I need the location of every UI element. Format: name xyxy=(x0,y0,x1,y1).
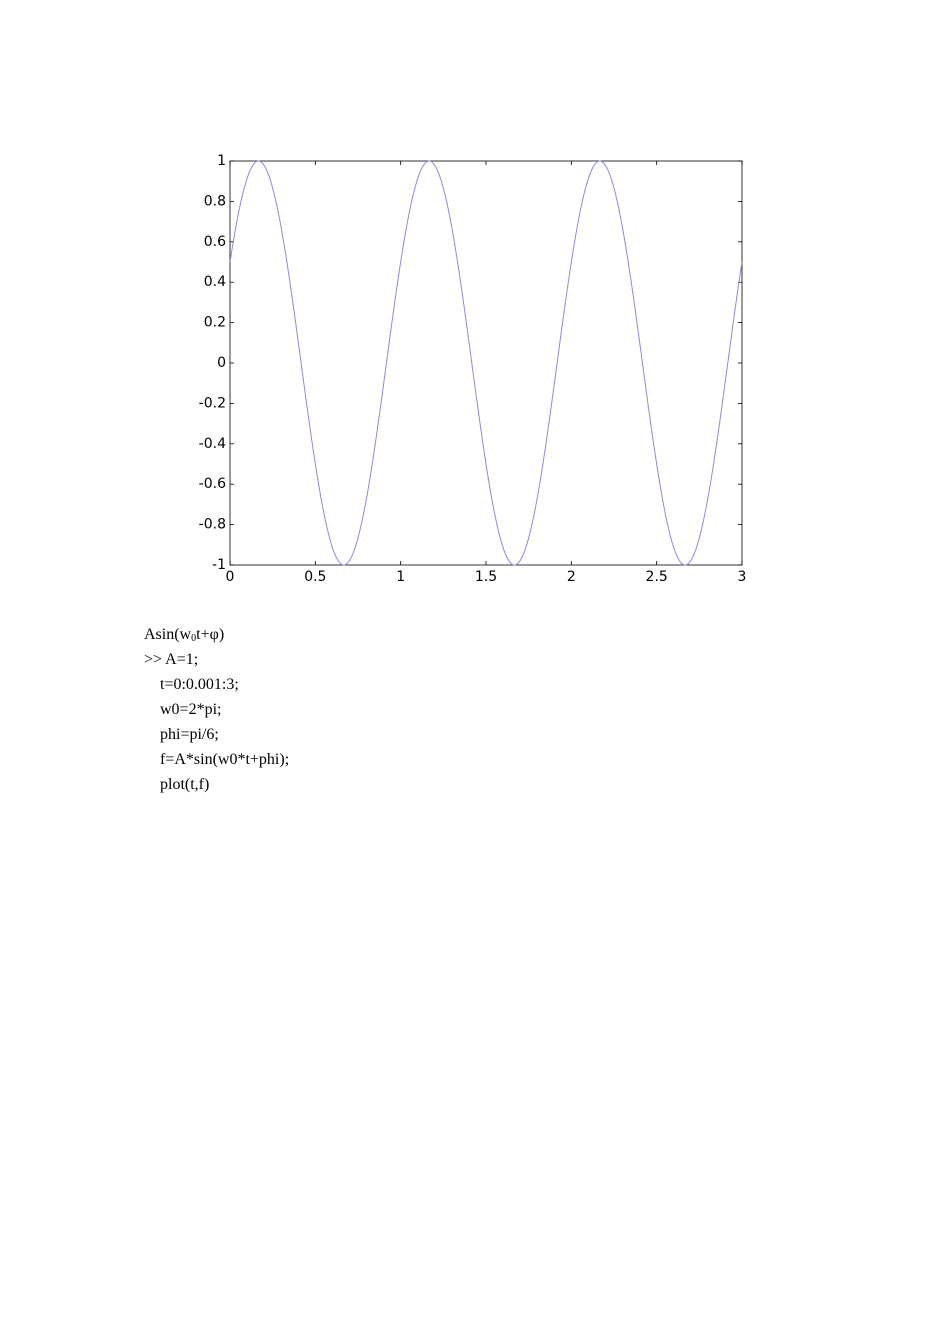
x-tick-label: 0 xyxy=(225,569,235,585)
code-line-f: f=A*sin(w0*t+phi); xyxy=(160,751,290,768)
y-tick-label: -0.2 xyxy=(198,395,226,412)
formula-prefix: Asin(w xyxy=(144,626,192,643)
x-tick-label: 1 xyxy=(396,569,406,585)
tick-marks xyxy=(230,161,742,565)
x-tick-label: 1.5 xyxy=(474,569,498,585)
code-line-prompt: >> A=1; xyxy=(144,651,199,668)
y-tick-label: -0.4 xyxy=(198,435,226,452)
y-tick-label: 0.4 xyxy=(203,274,226,291)
y-tick-label: -0.8 xyxy=(198,516,226,533)
x-tick-label: 0.5 xyxy=(304,569,327,585)
x-tick-label: 2.5 xyxy=(645,569,668,585)
code-line-phi: phi=pi/6; xyxy=(160,726,219,743)
y-tick-label: 1 xyxy=(217,153,226,169)
y-tick-label: 0.2 xyxy=(203,314,226,331)
formula-suffix: t+φ) xyxy=(196,626,225,643)
y-tick-label: 0.8 xyxy=(203,193,226,210)
axes xyxy=(230,161,742,565)
y-tick-label: -1 xyxy=(212,557,226,573)
y-tick-label: 0.6 xyxy=(203,233,226,250)
code-line-plot: plot(t,f) xyxy=(160,776,210,793)
y-tick-labels xyxy=(199,153,226,573)
code-line-w0: w0=2*pi; xyxy=(160,701,222,718)
x-tick-labels xyxy=(226,569,747,585)
sine-series-line xyxy=(230,161,742,565)
x-tick-label: 2 xyxy=(566,569,576,585)
x-tick-label: 3 xyxy=(737,569,747,585)
formula-subscript: 0 xyxy=(191,633,197,644)
code-line-t: t=0:0.001:3; xyxy=(160,676,239,693)
sine-wave-chart xyxy=(0,0,950,620)
formula-line xyxy=(144,622,289,647)
y-tick-label: 0 xyxy=(217,355,226,371)
plot-frame xyxy=(230,161,742,565)
series xyxy=(230,161,742,565)
y-tick-label: -0.6 xyxy=(198,476,226,493)
code-block xyxy=(144,622,289,797)
